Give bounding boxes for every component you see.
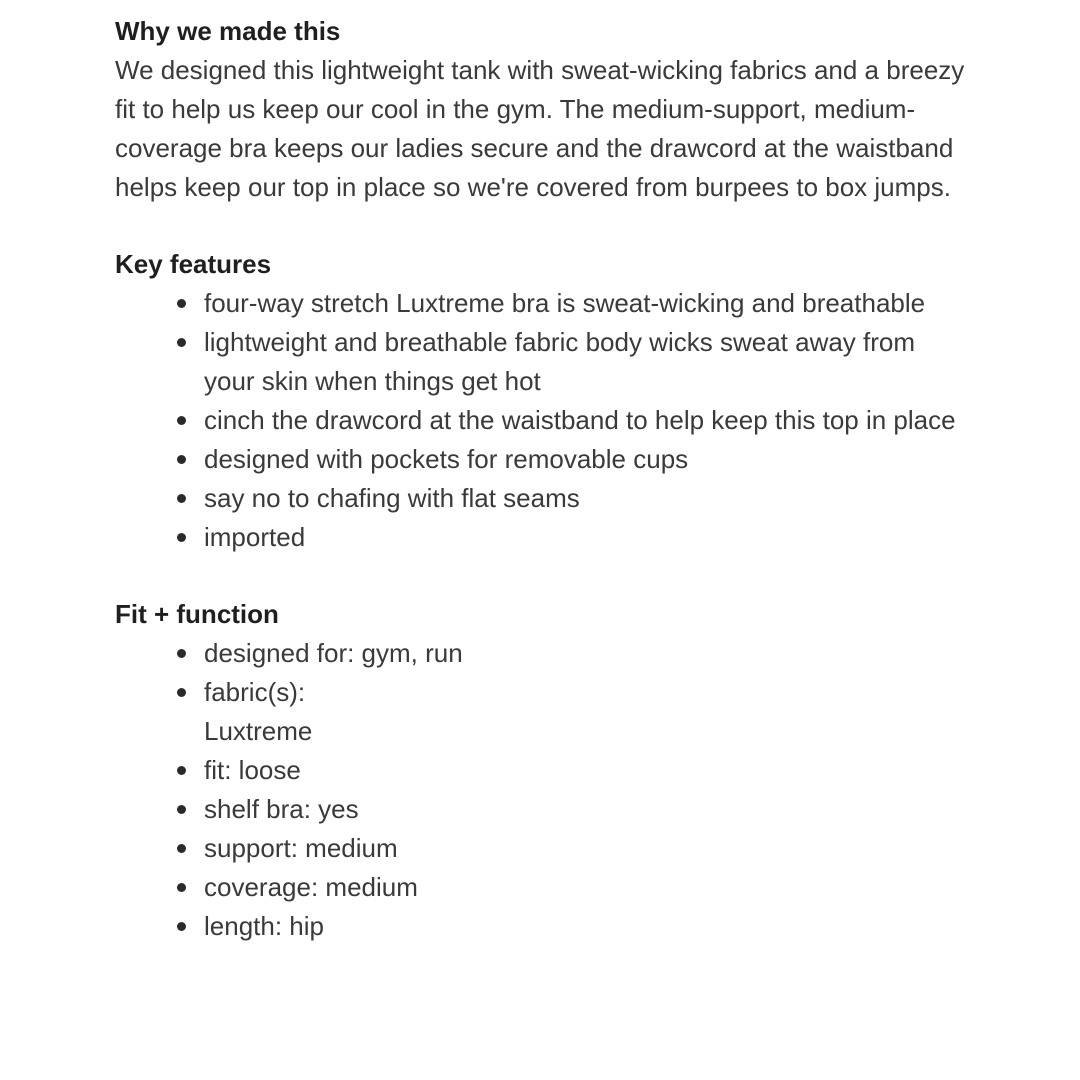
bullet-icon	[177, 688, 186, 697]
bullet-icon	[177, 883, 186, 892]
bullet-icon	[177, 922, 186, 931]
fit-function-list	[115, 634, 1015, 946]
list-item-text: length: hip	[204, 911, 324, 941]
bullet-icon	[177, 805, 186, 814]
product-description	[115, 12, 1015, 984]
list-item	[115, 868, 964, 907]
list-item	[115, 907, 964, 946]
list-item	[115, 751, 964, 790]
list-item	[115, 673, 964, 751]
bullet-icon	[177, 338, 186, 347]
list-item-text: fit: loose	[204, 755, 301, 785]
list-item-text: four-way stretch Luxtreme bra is sweat-wicking and breathable	[204, 288, 926, 318]
list-item-text: imported	[204, 522, 306, 552]
bullet-icon	[177, 649, 186, 658]
list-item	[115, 323, 964, 401]
section-heading-why: Why we made this	[115, 16, 341, 46]
bullet-icon	[177, 416, 186, 425]
list-item-text: fabric(s):	[204, 677, 306, 707]
bullet-icon	[177, 533, 186, 542]
list-item-text: coverage: medium	[204, 872, 418, 902]
list-item	[115, 829, 964, 868]
fabric-value: Luxtreme	[204, 716, 313, 746]
list-item	[115, 518, 964, 557]
why-description: We designed this lightweight tank with sweat-wicking fabrics and a breezy fit to help us keep our cool in the gym. The medium-support, medium-coverage bra keeps our ladies secure and the drawcord at the waistband helps keep our top in place so we're covered from burpees to box jumps.	[115, 55, 965, 202]
section-heading-key-features: Key features	[115, 249, 272, 279]
fit-function-section	[115, 595, 1015, 946]
list-item-text: cinch the drawcord at the waistband to help keep this top in place	[204, 405, 956, 435]
list-item	[115, 790, 964, 829]
bullet-icon	[177, 844, 186, 853]
bullet-icon	[177, 494, 186, 503]
list-item-text: designed for: gym, run	[204, 638, 463, 668]
section-heading-fit-function: Fit + function	[115, 599, 279, 629]
bullet-icon	[177, 766, 186, 775]
list-item-text: designed with pockets for removable cups	[204, 444, 689, 474]
key-features-section	[115, 245, 1015, 557]
why-we-made-this-section	[115, 12, 1015, 207]
list-item-text: support: medium	[204, 833, 398, 863]
list-item	[115, 634, 964, 673]
bullet-icon	[177, 299, 186, 308]
list-item	[115, 401, 964, 440]
list-item	[115, 440, 964, 479]
bullet-icon	[177, 455, 186, 464]
list-item-text: say no to chafing with flat seams	[204, 483, 580, 513]
list-item	[115, 479, 964, 518]
list-item-text: lightweight and breathable fabric body wicks sweat away from your skin when things get hot	[204, 327, 916, 396]
list-item-text: shelf bra: yes	[204, 794, 359, 824]
key-features-list	[115, 284, 1015, 557]
list-item	[115, 284, 964, 323]
